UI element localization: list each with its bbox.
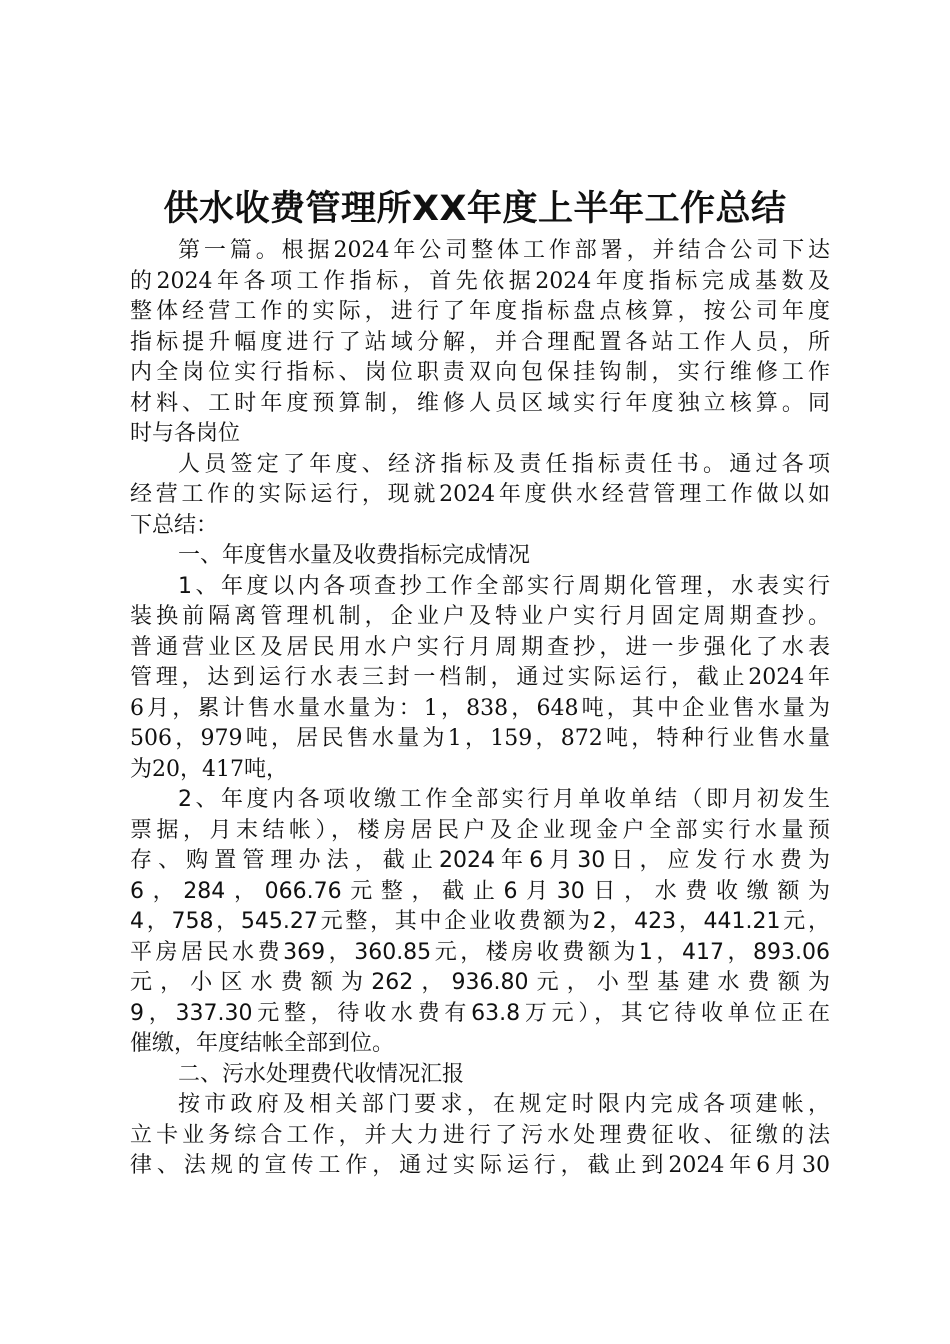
paragraph-line: 的2024年各项工作指标，首先依据2024年度指标完成基数及 [130, 268, 830, 294]
paragraph-line: 律、法规的宣传工作，通过实际运行，截止到2024年6月30 [130, 1153, 830, 1178]
document-title: 供水收费管理所XX年度上半年工作总结 [163, 189, 787, 229]
paragraph-line: 平房居民水费369，360.85元，楼房收费额为1，417，893.06 [130, 939, 830, 965]
paragraph-line: 整体经营工作的实际，进行了年度指标盘点核算，按公司年度 [130, 299, 830, 324]
paragraph-line: 按市政府及相关部门要求，在规定时限内完成各项建帐， [178, 1092, 830, 1117]
paragraph-line: 506，979吨，居民售水量为1，159，872吨，特种行业售水量 [130, 726, 830, 751]
paragraph-line: 装换前隔离管理机制，企业户及特业户实行月固定周期查抄。 [130, 604, 830, 629]
paragraph-line: 第一篇。根据2024年公司整体工作部署，并结合公司下达 [178, 238, 830, 263]
paragraph-line: 普通营业区及居民用水户实行月周期查抄，进一步强化了水表 [130, 634, 830, 660]
paragraph-line: 4，758，545.27元整，其中企业收费额为2，423，441.21元， [130, 909, 830, 934]
paragraph-line: 下总结： [130, 512, 219, 538]
paragraph-line: 1、年度以内各项查抄工作全部实行周期化管理，水表实行 [178, 573, 830, 599]
paragraph-line: 时与各岗位 [130, 421, 241, 446]
paragraph-line: 指标提升幅度进行了站域分解，并合理配置各站工作人员，所 [130, 329, 830, 355]
paragraph-line: 为20，417吨， [130, 756, 288, 782]
paragraph-line: 立卡业务综合工作，并大力进行了污水处理费征收、征缴的法 [130, 1122, 830, 1148]
paragraph-line: 经营工作的实际运行，现就2024年度供水经营管理工作做以如 [130, 482, 830, 507]
paragraph-line: 催缴，年度结帐全部到位。 [130, 1031, 395, 1056]
section-heading: 二、污水处理费代收情况汇报 [178, 1061, 465, 1087]
paragraph-line: 6，284，066.76元整，截止6月30日，水费收缴额为 [130, 878, 830, 904]
paragraph-line: 存、购置管理办法，截止2024年6月30日，应发行水费为 [130, 848, 830, 873]
paragraph-line: 内全岗位实行指标、岗位职责双向包保挂钩制，实行维修工作 [130, 360, 830, 385]
document-body [130, 236, 830, 1182]
paragraph-line: 管理，达到运行水表三封一档制，通过实际运行，截止2024年 [130, 665, 830, 690]
paragraph-line: 人员签定了年度、经济指标及责任指标责任书。通过各项 [178, 451, 830, 477]
section-heading: 一、年度售水量及收费指标完成情况 [178, 543, 531, 568]
paragraph-line: 材料、工时年度预算制，维修人员区域实行年度独立核算。同 [130, 390, 830, 416]
paragraph-line: 6月，累计售水量水量为：1，838，648吨，其中企业售水量为 [130, 695, 830, 721]
paragraph-line: 票据，月末结帐），楼房居民户及企业现金户全部实行水量预 [130, 817, 830, 843]
paragraph-line: 元，小区水费额为262，936.80元，小型基建水费额为 [130, 970, 830, 995]
paragraph-line: 9，337.30元整，待收水费有63.8万元），其它待收单位正在 [130, 1000, 830, 1026]
paragraph-line: 2、年度内各项收缴工作全部实行月单收单结（即月初发生 [178, 787, 830, 812]
